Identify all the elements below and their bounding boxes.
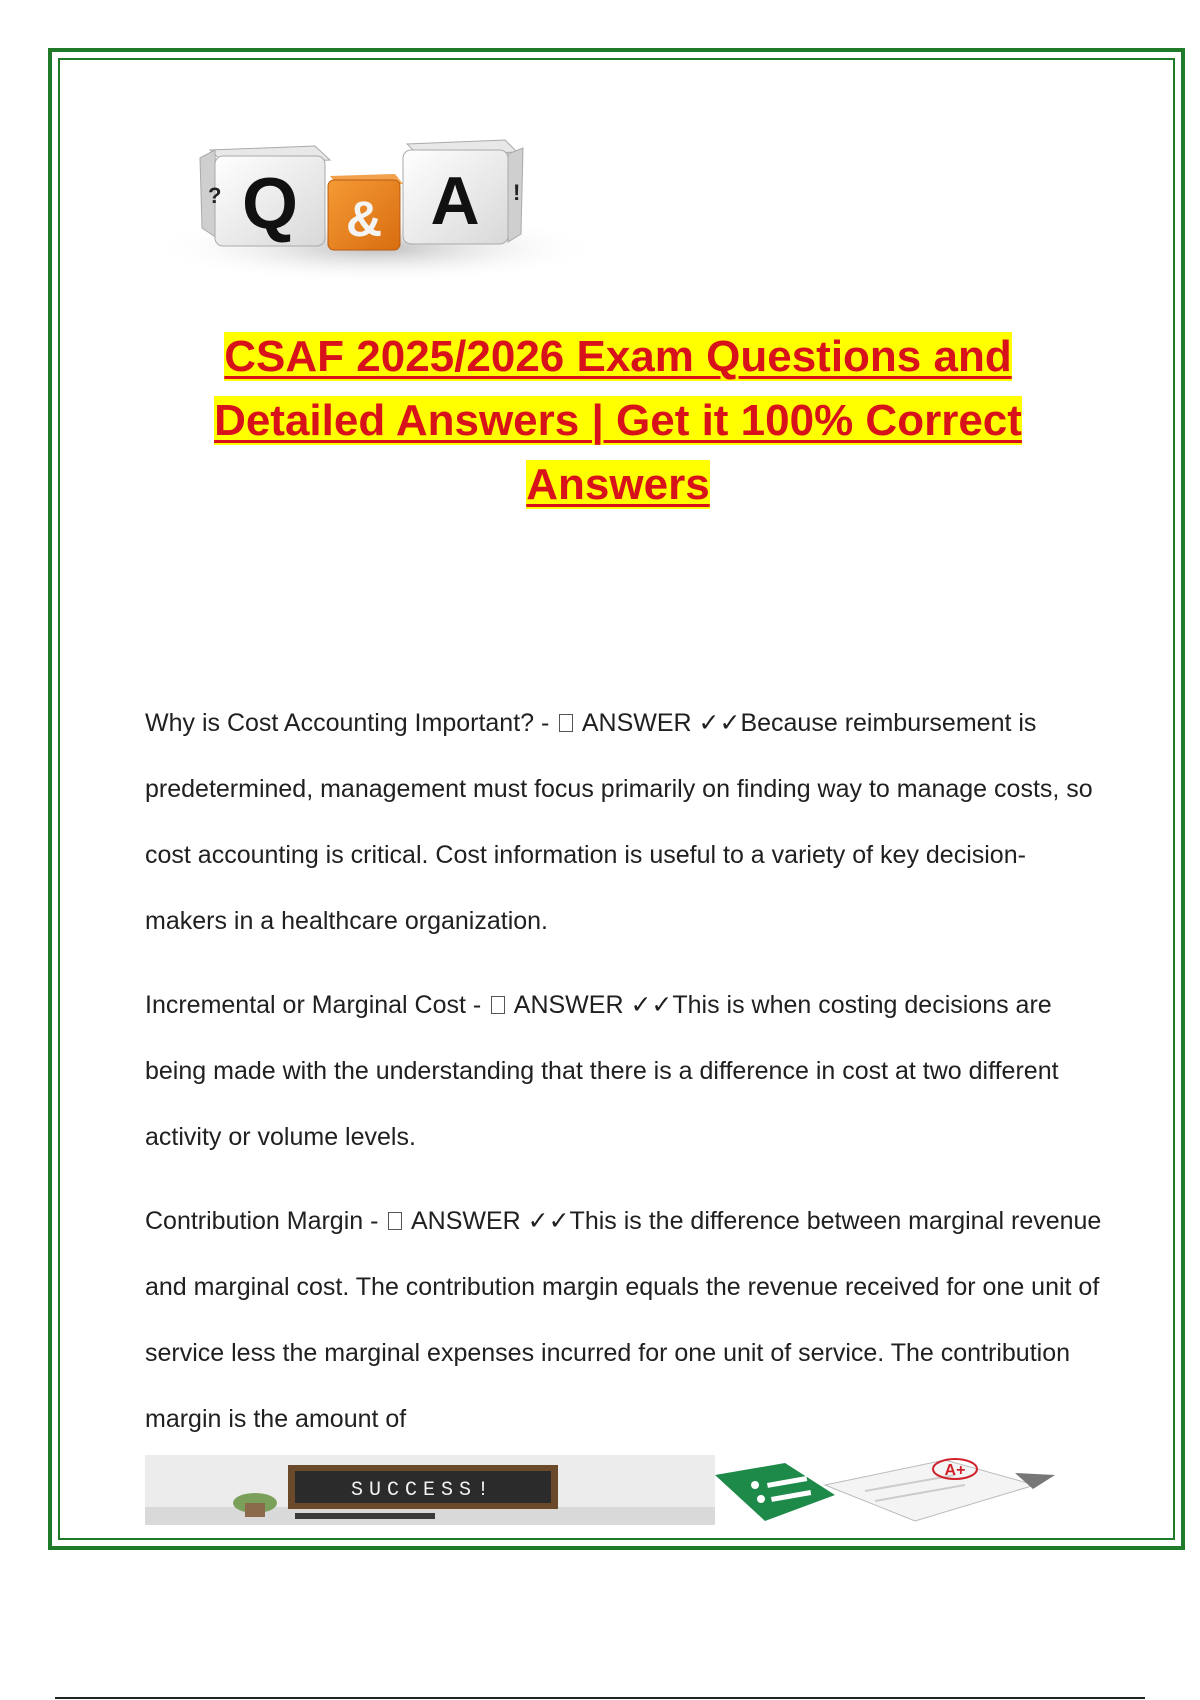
a-die [403,140,523,244]
qa-item [145,690,1105,954]
answer-marker: ANSWER ✓✓ [410,1207,570,1235]
answer-text: This is when costing decisions are being made with the understanding that there is a difference in cost at two different activity or volume levels. [145,991,1059,1151]
question-text: Why is Cost Accounting Important? - [145,709,550,737]
qa-item [145,1188,1105,1452]
answer-marker: ANSWER ✓✓ [581,709,741,737]
title-line-2: Detailed Answers | Get it 100% Correct [214,396,1022,445]
missing-glyph-icon [491,996,505,1014]
graded-paper-image [715,1455,1070,1525]
svg-text:!: ! [513,180,521,205]
answer-text: This is the difference between marginal revenue and marginal cost. The contribution margin equals the revenue received for one unit of service less the marginal expenses incurred for one unit of service. The contribution margin is the amount of [145,1207,1102,1433]
answer-text: Because reimbursement is predetermined, management must focus primarily on finding way to manage costs, so cost accounting is critical. Cost information is useful to a variety of key decision-makers in a healthcare organization. [145,709,1093,935]
grade-text: A+ [944,1462,966,1479]
missing-glyph-icon [388,1212,402,1230]
page-footer-rule [55,1697,1145,1699]
success-sign-text: SUCCESS! [350,1479,496,1502]
svg-text:?: ? [208,183,222,208]
question-text: Contribution Margin - [145,1207,379,1235]
qa-list [145,690,1105,1470]
q-letter: Q [241,164,299,244]
a-letter: A [430,163,480,239]
ampersand-die [328,174,403,250]
answer-marker: ANSWER ✓✓ [513,991,673,1019]
document-title [100,325,1136,517]
success-sign-image [145,1455,715,1525]
qa-item [145,972,1105,1170]
question-text: Incremental or Marginal Cost - [145,991,482,1019]
q-die [200,146,330,246]
ampersand-letter: & [345,191,383,247]
qa-dice-logo [145,88,600,298]
missing-glyph-icon [559,714,573,732]
title-line-3: Answers [526,460,710,509]
title-line-1: CSAF 2025/2026 Exam Questions and [224,332,1012,381]
